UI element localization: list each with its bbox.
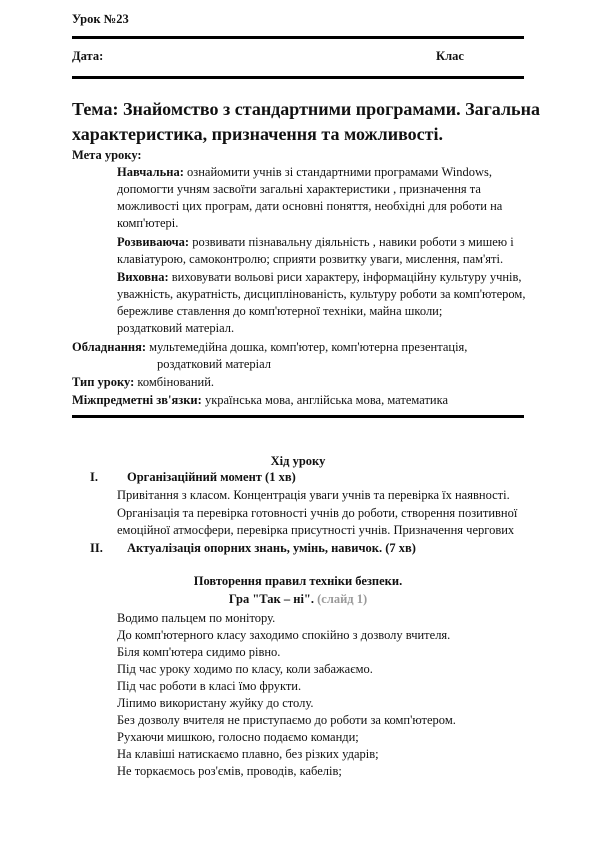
section-1-title: Організаційний момент (1 хв)	[127, 470, 296, 484]
rule-item: Рухаючи мишкою, голосно подаємо команди;	[117, 730, 359, 744]
rule-item: Без дозволу вчителя не приступаємо до роботи за комп'ютером.	[117, 713, 456, 727]
section-1-line-2: Організація та перевірка готовності учнів до роботи, створення позитивної	[117, 506, 518, 520]
rule-item: Ліпимо використану жуйку до столу.	[117, 696, 314, 710]
goal-developmental-line-1: Розвиваюча: розвивати пізнавальну діяльність , навики роботи з мишею і	[117, 235, 514, 249]
lesson-number: Урок №23	[72, 12, 129, 26]
section-1-number: I.	[90, 470, 98, 484]
rule-item: Водимо пальцем по монітору.	[117, 611, 276, 625]
safety-title: Повторення правил техніки безпеки.	[193, 574, 403, 588]
rule-item: До комп'ютерного класу заходимо спокійно з дозволу вчителя.	[117, 628, 451, 642]
header-rule-top	[72, 36, 524, 39]
section-1-line-1: Привітання з класом. Концентрація уваги учнів та перевірка їх наявності.	[117, 488, 510, 502]
goal-upbringing-line-2: уважність, акуратність, дисциплінованість, культуру роботи за комп'ютером,	[117, 287, 526, 301]
goal-upbringing-line-3: бережливе ставлення до комп'ютерної техніки, майна школи;	[117, 304, 443, 318]
rule-item: Під час роботи в класі їмо фрукти.	[117, 679, 302, 693]
goal-developmental-label: Розвиваюча:	[117, 235, 190, 249]
equipment-line-1: Обладнання: мультемедійна дошка, комп'ютер, комп'ютерна презентація,	[72, 340, 468, 354]
goal-upbringing-line-1: Виховна: виховувати вольові риси характеру, інформаційну культуру учнів,	[117, 270, 522, 284]
slide-reference: (слайд 1)	[313, 592, 368, 606]
goal-upbringing-line-4: роздатковий матеріал.	[117, 321, 235, 335]
rule-item: На клавіші натискаємо плавно, без різких ударів;	[117, 747, 379, 761]
rule-item: Не торкаємось роз'ємів, проводів, кабелів;	[117, 764, 342, 778]
section-rule	[72, 415, 524, 418]
rule-item: Під час уроку ходимо по класу, коли забажаємо.	[117, 662, 373, 676]
interdisciplinary-links: Міжпредметні зв'язки: українська мова, англійська мова, математика	[72, 393, 449, 407]
date-label: Дата:	[72, 49, 104, 63]
header-rule-bottom	[72, 76, 524, 79]
interdisciplinary-label: Міжпредметні зв'язки:	[72, 393, 202, 407]
goal-developmental-line-2: клавіатурою, самоконтролю; сприяти розвитку уваги, мислення, пам'яті.	[117, 252, 504, 266]
goal-upbringing-label: Виховна:	[117, 270, 169, 284]
equipment-line-2: роздатковий матеріал	[157, 357, 272, 371]
class-label: Клас	[436, 49, 464, 63]
flow-title: Хід уроку	[270, 454, 326, 468]
section-2-title: Актуалізація опорних знань, умінь, навичок. (7 хв)	[127, 541, 416, 555]
equipment-label: Обладнання:	[72, 340, 147, 354]
goal-educational-line-2: допомогти учням засвоїти загальні характеристики , призначення та	[117, 182, 481, 196]
game-title: Гра "Так – ні". (слайд 1)	[228, 592, 368, 606]
topic-line-1: Тема: Знайомство з стандартними програмами. Загальна	[72, 99, 540, 119]
goals-label: Мета уроку:	[72, 148, 142, 162]
rule-item: Біля комп'ютера сидимо рівно.	[117, 645, 281, 659]
topic-line-2: характеристика, призначення та можливості.	[72, 124, 444, 144]
lesson-type: Тип уроку: комбінований.	[72, 375, 215, 389]
goal-educational-line-4: комп'ютері.	[117, 216, 179, 230]
lesson-type-label: Тип уроку:	[72, 375, 135, 389]
goal-educational-line-3: можливості цих програм, дати основні поняття, необхідні для роботи на	[117, 199, 503, 213]
goal-educational-label: Навчальна:	[117, 165, 184, 179]
section-2-number: II.	[90, 541, 103, 555]
goal-educational-line-1: Навчальна: ознайомити учнів зі стандартними програмами Windows,	[117, 165, 493, 179]
section-1-line-3: емоційної атмосфери, перевірка присутності учнів. Призначення чергових	[117, 523, 515, 537]
